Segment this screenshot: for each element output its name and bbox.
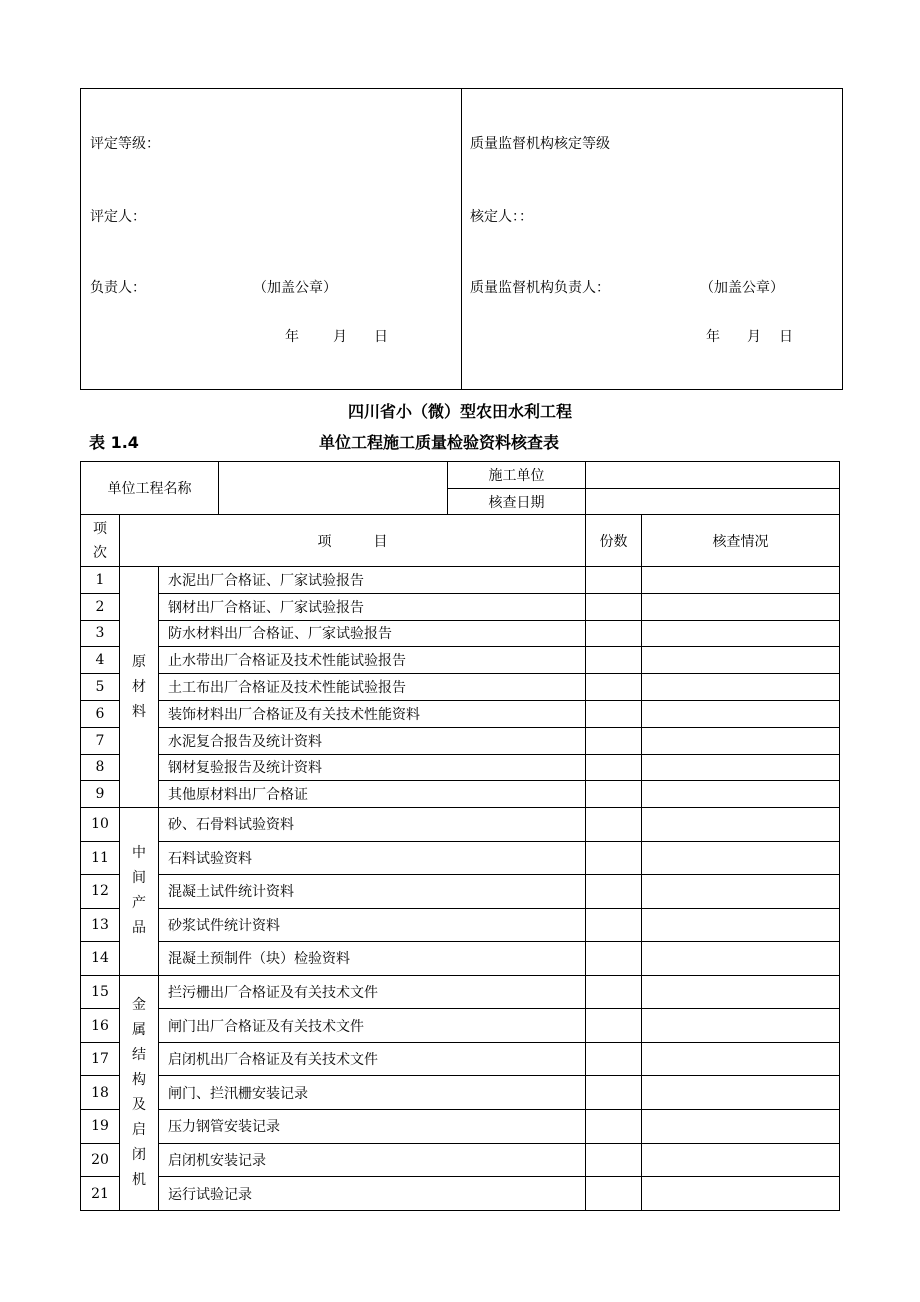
row-item: 启闭机安装记录 xyxy=(159,1143,586,1177)
row-index: 3 xyxy=(81,620,120,647)
category-label: 中间产品 xyxy=(132,845,146,937)
header-status: 核查情况 xyxy=(642,515,840,567)
row-item: 闸门出厂合格证及有关技术文件 xyxy=(159,1009,586,1043)
row-copies-cell[interactable] xyxy=(586,727,642,754)
row-item: 混凝土预制件（块）检验资料 xyxy=(159,942,586,976)
category-cell xyxy=(120,567,159,808)
row-status-cell[interactable] xyxy=(642,841,840,875)
row-status-cell[interactable] xyxy=(642,1177,840,1211)
row-status-cell[interactable] xyxy=(642,567,840,594)
category-cell xyxy=(120,808,159,976)
row-status-cell[interactable] xyxy=(642,942,840,976)
header-copies: 份数 xyxy=(586,515,642,567)
row-index: 1 xyxy=(81,567,120,594)
row-status-cell[interactable] xyxy=(642,727,840,754)
row-item: 拦污栅出厂合格证及有关技术文件 xyxy=(159,975,586,1009)
table-row xyxy=(81,1177,840,1211)
title-line1: 四川省小（微）型农田水利工程 xyxy=(347,402,572,421)
row-item: 止水带出厂合格证及技术性能试验报告 xyxy=(159,647,586,674)
row-item: 闸门、拦汛栅安装记录 xyxy=(159,1076,586,1110)
header-index-text: 项次 xyxy=(93,520,107,561)
table-row xyxy=(81,700,840,727)
row-index: 11 xyxy=(81,841,120,875)
date-month-left: 月 xyxy=(333,329,347,345)
row-copies-cell[interactable] xyxy=(586,781,642,808)
row-index: 20 xyxy=(81,1143,120,1177)
row-status-cell[interactable] xyxy=(642,754,840,781)
row-item: 砂浆试件统计资料 xyxy=(159,908,586,942)
row-item: 装饰材料出厂合格证及有关技术性能资料 xyxy=(159,700,586,727)
date-month-right: 月 xyxy=(747,329,761,345)
row-copies-cell[interactable] xyxy=(586,1143,642,1177)
row-status-cell[interactable] xyxy=(642,1042,840,1076)
row-status-cell[interactable] xyxy=(642,647,840,674)
row-status-cell[interactable] xyxy=(642,781,840,808)
table-row xyxy=(81,841,840,875)
row-status-cell[interactable] xyxy=(642,875,840,909)
table-row xyxy=(81,1110,840,1144)
table-row xyxy=(81,975,840,1009)
date-day-right: 日 xyxy=(779,329,793,345)
date-year-right: 年 xyxy=(706,329,720,345)
row-status-cell[interactable] xyxy=(642,700,840,727)
row-index: 10 xyxy=(81,808,120,842)
row-index: 12 xyxy=(81,875,120,909)
supervision-responsible-label: 质量监督机构负责人： xyxy=(470,280,610,296)
table-row xyxy=(81,808,840,842)
row-index: 19 xyxy=(81,1110,120,1144)
inspection-table xyxy=(80,461,840,1211)
table-row xyxy=(81,781,840,808)
construction-unit-label: 施工单位 xyxy=(448,462,586,489)
table-row xyxy=(81,1042,840,1076)
table-row xyxy=(81,674,840,701)
header-item: 项 目 xyxy=(120,515,586,567)
row-index: 7 xyxy=(81,727,120,754)
verifier-label: 核定人：： xyxy=(470,209,533,225)
row-index: 2 xyxy=(81,593,120,620)
row-index: 17 xyxy=(81,1042,120,1076)
table-row xyxy=(81,567,840,594)
unit-name-value[interactable] xyxy=(219,462,448,515)
table-row xyxy=(81,593,840,620)
check-date-label: 核查日期 xyxy=(448,489,586,515)
row-copies-cell[interactable] xyxy=(586,808,642,842)
row-item: 混凝土试件统计资料 xyxy=(159,875,586,909)
row-item: 钢材出厂合格证、厂家试验报告 xyxy=(159,593,586,620)
row-status-cell[interactable] xyxy=(642,808,840,842)
table-row xyxy=(81,875,840,909)
category-cell xyxy=(120,975,159,1210)
header-index xyxy=(81,515,120,567)
table-row xyxy=(81,620,840,647)
row-status-cell[interactable] xyxy=(642,593,840,620)
category-label: 原材料 xyxy=(132,653,146,720)
row-index: 14 xyxy=(81,942,120,976)
row-index: 13 xyxy=(81,908,120,942)
table-row xyxy=(81,942,840,976)
row-copies-cell[interactable] xyxy=(586,567,642,594)
row-index: 16 xyxy=(81,1009,120,1043)
row-index: 15 xyxy=(81,975,120,1009)
table-row xyxy=(81,1009,840,1043)
row-copies-cell[interactable] xyxy=(586,754,642,781)
row-index: 18 xyxy=(81,1076,120,1110)
seal-note-left: （加盖公章） xyxy=(253,280,337,296)
row-copies-cell[interactable] xyxy=(586,674,642,701)
table-row xyxy=(81,908,840,942)
row-status-cell[interactable] xyxy=(642,908,840,942)
date-day-left: 日 xyxy=(374,329,388,345)
row-status-cell[interactable] xyxy=(642,1110,840,1144)
seal-note-right: （加盖公章） xyxy=(700,280,784,296)
rating-label: 评定等级： xyxy=(90,136,160,152)
row-item: 土工布出厂合格证及技术性能试验报告 xyxy=(159,674,586,701)
row-status-cell[interactable] xyxy=(642,1076,840,1110)
date-year-left: 年 xyxy=(285,329,299,345)
row-index: 6 xyxy=(81,700,120,727)
row-copies-cell[interactable] xyxy=(586,593,642,620)
table-row xyxy=(81,1143,840,1177)
title-line2: 单位工程施工质量检验资料核查表 xyxy=(319,433,560,452)
row-item: 运行试验记录 xyxy=(159,1177,586,1211)
row-status-cell[interactable] xyxy=(642,620,840,647)
row-copies-cell[interactable] xyxy=(586,647,642,674)
table-row xyxy=(81,647,840,674)
category-label: 金属结构及启闭机 xyxy=(132,996,146,1188)
row-copies-cell[interactable] xyxy=(586,875,642,909)
table-row xyxy=(81,754,840,781)
row-copies-cell[interactable] xyxy=(586,975,642,1009)
check-date-value[interactable] xyxy=(586,489,840,515)
row-item: 钢材复验报告及统计资料 xyxy=(159,754,586,781)
row-status-cell[interactable] xyxy=(642,674,840,701)
row-copies-cell[interactable] xyxy=(586,841,642,875)
row-copies-cell[interactable] xyxy=(586,620,642,647)
row-index: 9 xyxy=(81,781,120,808)
row-item: 水泥复合报告及统计资料 xyxy=(159,727,586,754)
row-item: 水泥出厂合格证、厂家试验报告 xyxy=(159,567,586,594)
row-copies-cell[interactable] xyxy=(586,942,642,976)
row-copies-cell[interactable] xyxy=(586,700,642,727)
row-item: 砂、石骨料试验资料 xyxy=(159,808,586,842)
row-item: 其他原材料出厂合格证 xyxy=(159,781,586,808)
row-item: 启闭机出厂合格证及有关技术文件 xyxy=(159,1042,586,1076)
row-copies-cell[interactable] xyxy=(586,1009,642,1043)
signature-box-divider xyxy=(461,89,462,389)
row-copies-cell[interactable] xyxy=(586,908,642,942)
row-copies-cell[interactable] xyxy=(586,1110,642,1144)
unit-name-label: 单位工程名称 xyxy=(81,462,219,515)
row-item: 石料试验资料 xyxy=(159,841,586,875)
signature-box xyxy=(80,88,843,390)
rater-label: 评定人： xyxy=(90,209,146,225)
row-copies-cell[interactable] xyxy=(586,1177,642,1211)
supervision-rating-label: 质量监督机构核定等级 xyxy=(470,136,610,152)
row-status-cell[interactable] xyxy=(642,1009,840,1043)
row-item: 压力钢管安装记录 xyxy=(159,1110,586,1144)
row-index: 8 xyxy=(81,754,120,781)
row-index: 21 xyxy=(81,1177,120,1211)
responsible-label: 负责人： xyxy=(90,280,146,296)
table-row xyxy=(81,727,840,754)
table-number: 表 1.4 xyxy=(89,433,139,452)
row-status-cell[interactable] xyxy=(642,975,840,1009)
row-copies-cell[interactable] xyxy=(586,1042,642,1076)
row-copies-cell[interactable] xyxy=(586,1076,642,1110)
table-row xyxy=(81,1076,840,1110)
row-item: 防水材料出厂合格证、厂家试验报告 xyxy=(159,620,586,647)
row-index: 5 xyxy=(81,674,120,701)
row-status-cell[interactable] xyxy=(642,1143,840,1177)
row-index: 4 xyxy=(81,647,120,674)
construction-unit-value[interactable] xyxy=(586,462,840,489)
